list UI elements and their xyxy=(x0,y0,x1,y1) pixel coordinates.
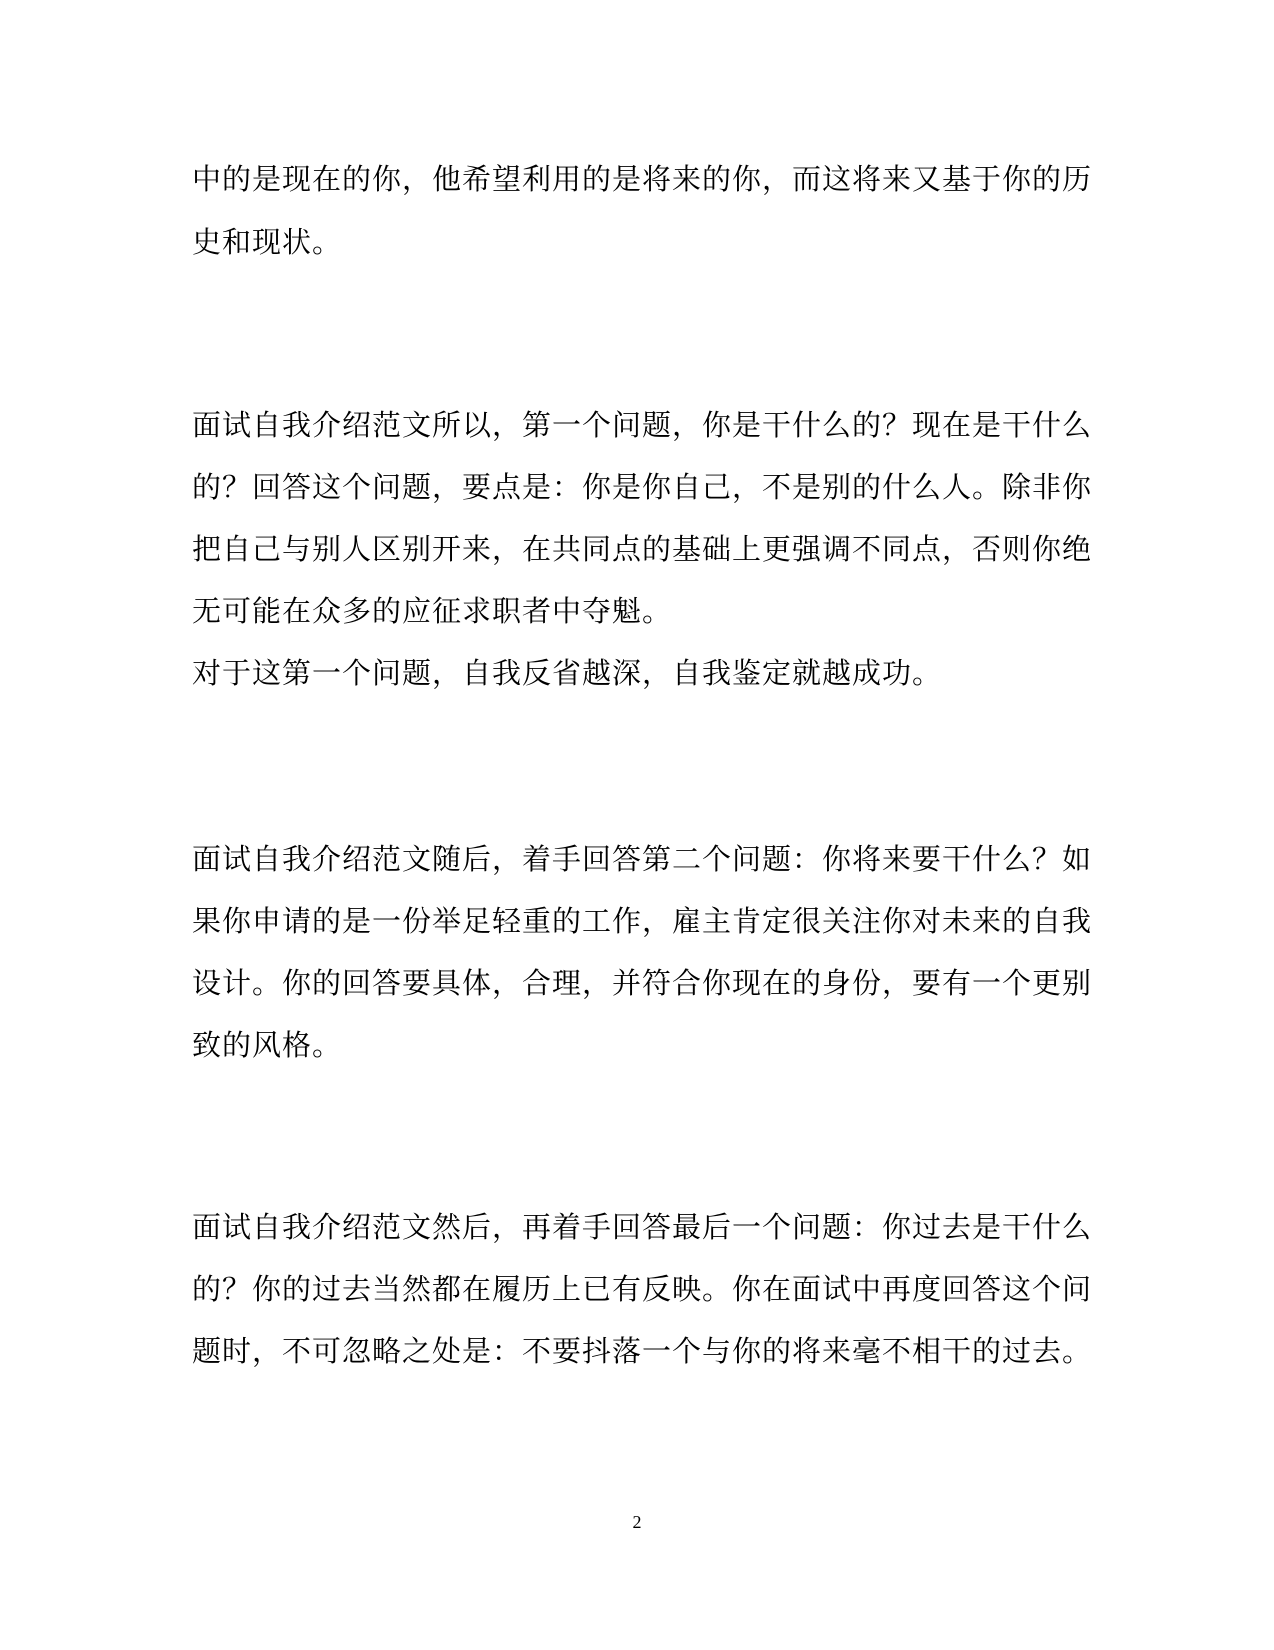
paragraph-4-line-3: 题时，不可忽略之处是：不要抖落一个与你的将来毫不相干的过去。 xyxy=(192,1334,1093,1368)
paragraph-4-line-2: 的？你的过去当然都在履历上已有反映。你在面试中再度回答这个问 xyxy=(192,1272,1093,1306)
paragraph-3-line-3: 设计。你的回答要具体，合理，并符合你现在的身份，要有一个更别 xyxy=(192,966,1093,1000)
paragraph-1-line-1: 中的是现在的你，他希望利用的是将来的你，而这将来又基于你的历 xyxy=(192,162,1093,196)
page-number: 2 xyxy=(632,1512,642,1532)
paragraph-1-line-2: 史和现状。 xyxy=(192,225,343,259)
paragraph-3-line-4: 致的风格。 xyxy=(192,1028,343,1062)
paragraph-4-line-1: 面试自我介绍范文然后，再着手回答最后一个问题：你过去是干什么 xyxy=(192,1210,1093,1244)
paragraph-2-line-5: 对于这第一个问题，自我反省越深，自我鉴定就越成功。 xyxy=(192,656,943,690)
paragraph-3-line-2: 果你申请的是一份举足轻重的工作，雇主肯定很关注你对未来的自我 xyxy=(192,904,1093,938)
paragraph-2-line-1: 面试自我介绍范文所以，第一个问题，你是干什么的？现在是干什么 xyxy=(192,408,1093,442)
paragraph-3-line-1: 面试自我介绍范文随后，着手回答第二个问题：你将来要干什么？如 xyxy=(192,842,1093,876)
paragraph-2-line-3: 把自己与别人区别开来，在共同点的基础上更强调不同点，否则你绝 xyxy=(192,532,1093,566)
paragraph-2-line-2: 的？回答这个问题，要点是：你是你自己，不是别的什么人。除非你 xyxy=(192,470,1093,504)
paragraph-2-line-4: 无可能在众多的应征求职者中夺魁。 xyxy=(192,594,673,628)
